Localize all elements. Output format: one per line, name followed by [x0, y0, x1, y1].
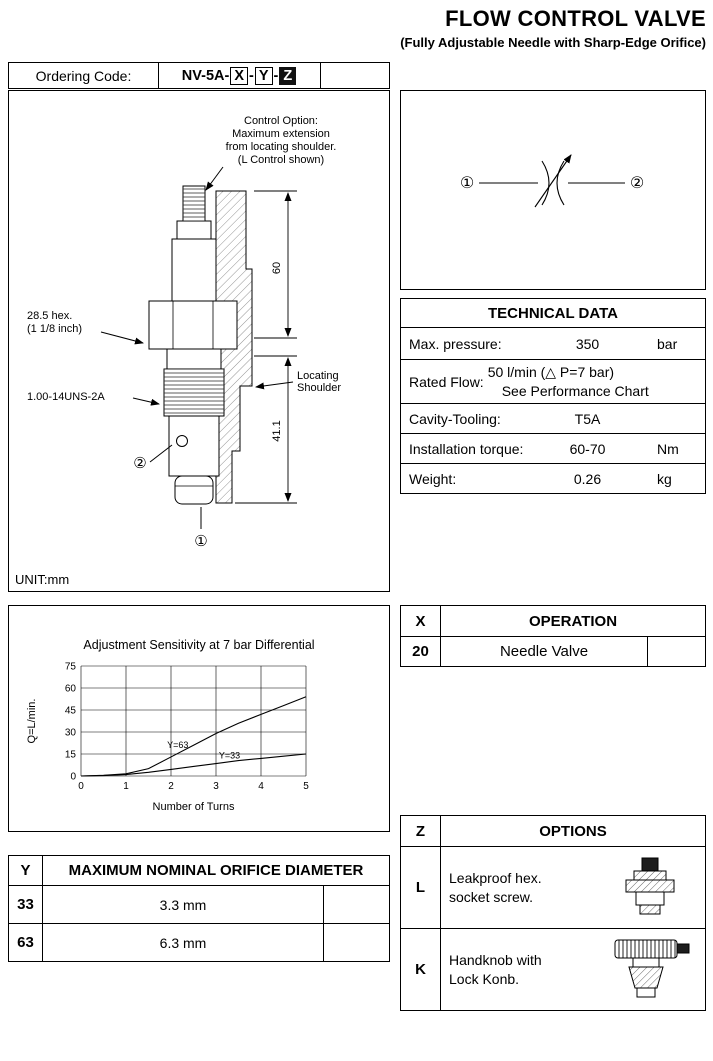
orifice-key-header: Y [9, 856, 43, 885]
chart-title: Adjustment Sensitivity at 7 bar Differential [83, 638, 315, 652]
table-row [401, 846, 705, 928]
table-row [401, 327, 705, 359]
hydraulic-symbol-panel [400, 90, 706, 290]
valve-drawing [9, 91, 389, 591]
svg-text:2: 2 [168, 781, 174, 792]
option-description [441, 847, 593, 928]
table-row [401, 359, 705, 403]
spec-unit: bar [657, 335, 678, 352]
spec-value: 350 [575, 335, 600, 352]
svg-text:60: 60 [64, 683, 76, 695]
table-row [401, 636, 705, 666]
operation-value: Needle Valve [499, 643, 589, 660]
table-row [9, 923, 389, 961]
cross-drilled-port [177, 436, 188, 447]
page-title: FLOW CONTROL VALVE [445, 6, 706, 31]
technical-data-title: TECHNICAL DATA [488, 304, 618, 322]
options-title: OPTIONS [539, 822, 607, 840]
svg-text:Number of Turns: Number of Turns [152, 801, 235, 813]
hex-size-label-line2: (1 1/8 inch) [27, 323, 83, 335]
ordering-code-label: Ordering Code: [9, 63, 159, 88]
spec-value-group [484, 363, 697, 399]
code-separator: - [249, 67, 254, 84]
svg-text:1: 1 [123, 781, 129, 792]
spec-value: 60-70 [569, 440, 606, 457]
control-option-note-line2: Maximum extension [232, 128, 330, 140]
spec-unit: kg [657, 470, 672, 487]
option-description-line1: Leakproof hex. [449, 870, 542, 887]
spec-value: 50 l/min (△ P=7 bar) [487, 364, 615, 381]
adjust-screw-threads [183, 186, 205, 221]
spec-label: Max. pressure: [409, 335, 502, 352]
mounting-threads [164, 369, 224, 416]
spec-label: Cavity-Tooling: [409, 410, 501, 427]
valve-drawing-panel [8, 90, 390, 592]
code-y: Y [255, 67, 273, 85]
spec-label: Rated Flow: [409, 373, 484, 390]
spec-value-note: See Performance Chart [501, 382, 649, 399]
operation-title: OPERATION [528, 612, 618, 630]
operation-table [400, 605, 706, 667]
table-header-row [9, 856, 389, 885]
locating-shoulder-label-line2: Shoulder [297, 382, 342, 394]
table-row [401, 463, 705, 493]
unit-label: UNIT:mm [15, 572, 70, 587]
sensitivity-chart-svg [21, 658, 371, 826]
orifice-value: 6.3 mm [159, 934, 207, 951]
spec-value: 0.26 [573, 470, 602, 487]
svg-text:30: 30 [64, 727, 76, 739]
option-description-line1: Handknob with [449, 952, 542, 969]
hex-size-label-line1: 28.5 hex. [27, 310, 73, 322]
option-description-line2: socket screw. [449, 888, 534, 905]
empty-cell [321, 63, 389, 88]
options-table [400, 815, 706, 1011]
option-code-k: K [401, 929, 441, 1010]
options-key-header: Z [401, 816, 441, 846]
table-row [401, 433, 705, 463]
operation-code: 20 [401, 637, 441, 666]
option-description [441, 929, 593, 1010]
control-option-note-line3: from locating shoulder. [225, 141, 337, 153]
needle-valve-symbol [401, 91, 705, 289]
svg-text:Y=63: Y=63 [167, 740, 189, 751]
code-x: X [230, 67, 248, 85]
orifice-arc-right [557, 161, 564, 205]
svg-text:4: 4 [258, 781, 264, 792]
page-subtitle: (Fully Adjustable Needle with Sharp-Edge Orifice) [400, 35, 706, 50]
svg-text:Y=33: Y=33 [218, 750, 241, 761]
spec-value: T5A [574, 410, 601, 427]
handknob-icon [601, 935, 697, 1005]
empty-cell [647, 637, 705, 666]
table-row [401, 403, 705, 433]
port-1-callout: ① [194, 533, 208, 550]
control-option-note-line4: (L Control shown) [237, 154, 325, 166]
orifice-value: 3.3 mm [159, 896, 207, 913]
svg-text:45: 45 [64, 705, 76, 717]
operation-key-header: X [401, 606, 441, 636]
table-header-row [401, 606, 705, 636]
symbol-port-2-label: ② [629, 175, 645, 192]
ordering-code-value [159, 63, 321, 88]
spec-label: Weight: [409, 470, 457, 487]
code-prefix: NV-5A- [181, 67, 230, 84]
option-figure [593, 929, 705, 1010]
code-separator: - [273, 67, 279, 84]
table-header-row [401, 816, 705, 846]
empty-cell [323, 924, 389, 961]
orifice-code: 33 [9, 886, 43, 923]
orifice-code: 63 [9, 924, 43, 961]
option-code-l: L [401, 847, 441, 928]
svg-text:5: 5 [303, 781, 309, 792]
header [400, 6, 706, 50]
thread-spec-label: 1.00-14UNS-2A [27, 391, 105, 403]
technical-data-panel [400, 298, 706, 494]
option-description-line2: Lock Konb. [449, 970, 520, 987]
table-row [401, 928, 705, 1010]
code-z: Z [279, 67, 296, 85]
table-row [9, 885, 389, 923]
svg-text:0: 0 [70, 771, 76, 783]
lower-length-dimension-label: 41.1 [271, 420, 283, 442]
empty-cell [323, 886, 389, 923]
svg-text:75: 75 [64, 661, 76, 673]
upper-length-dimension-label: 60 [271, 261, 283, 275]
adjustability-arrow [535, 155, 571, 207]
ordering-code-box [8, 62, 390, 89]
svg-text:0: 0 [78, 781, 84, 792]
option-figure [593, 847, 705, 928]
spec-label: Installation torque: [409, 440, 524, 457]
performance-chart-panel [8, 605, 390, 832]
svg-text:15: 15 [64, 749, 76, 761]
svg-text:Q=L/min.: Q=L/min. [26, 698, 38, 744]
locating-shoulder-label-line1: Locating [297, 370, 339, 382]
spec-unit: Nm [657, 440, 679, 457]
svg-text:3: 3 [213, 781, 219, 792]
hex-socket-screw-icon [606, 856, 692, 920]
orifice-arc-left [542, 161, 549, 205]
symbol-port-1-label: ① [459, 175, 475, 192]
orifice-table [8, 855, 390, 962]
control-option-note-line1: Control Option: [244, 115, 318, 127]
port-2-callout: ② [133, 455, 147, 472]
orifice-title: MAXIMUM NOMINAL ORIFICE DIAMETER [68, 862, 364, 879]
